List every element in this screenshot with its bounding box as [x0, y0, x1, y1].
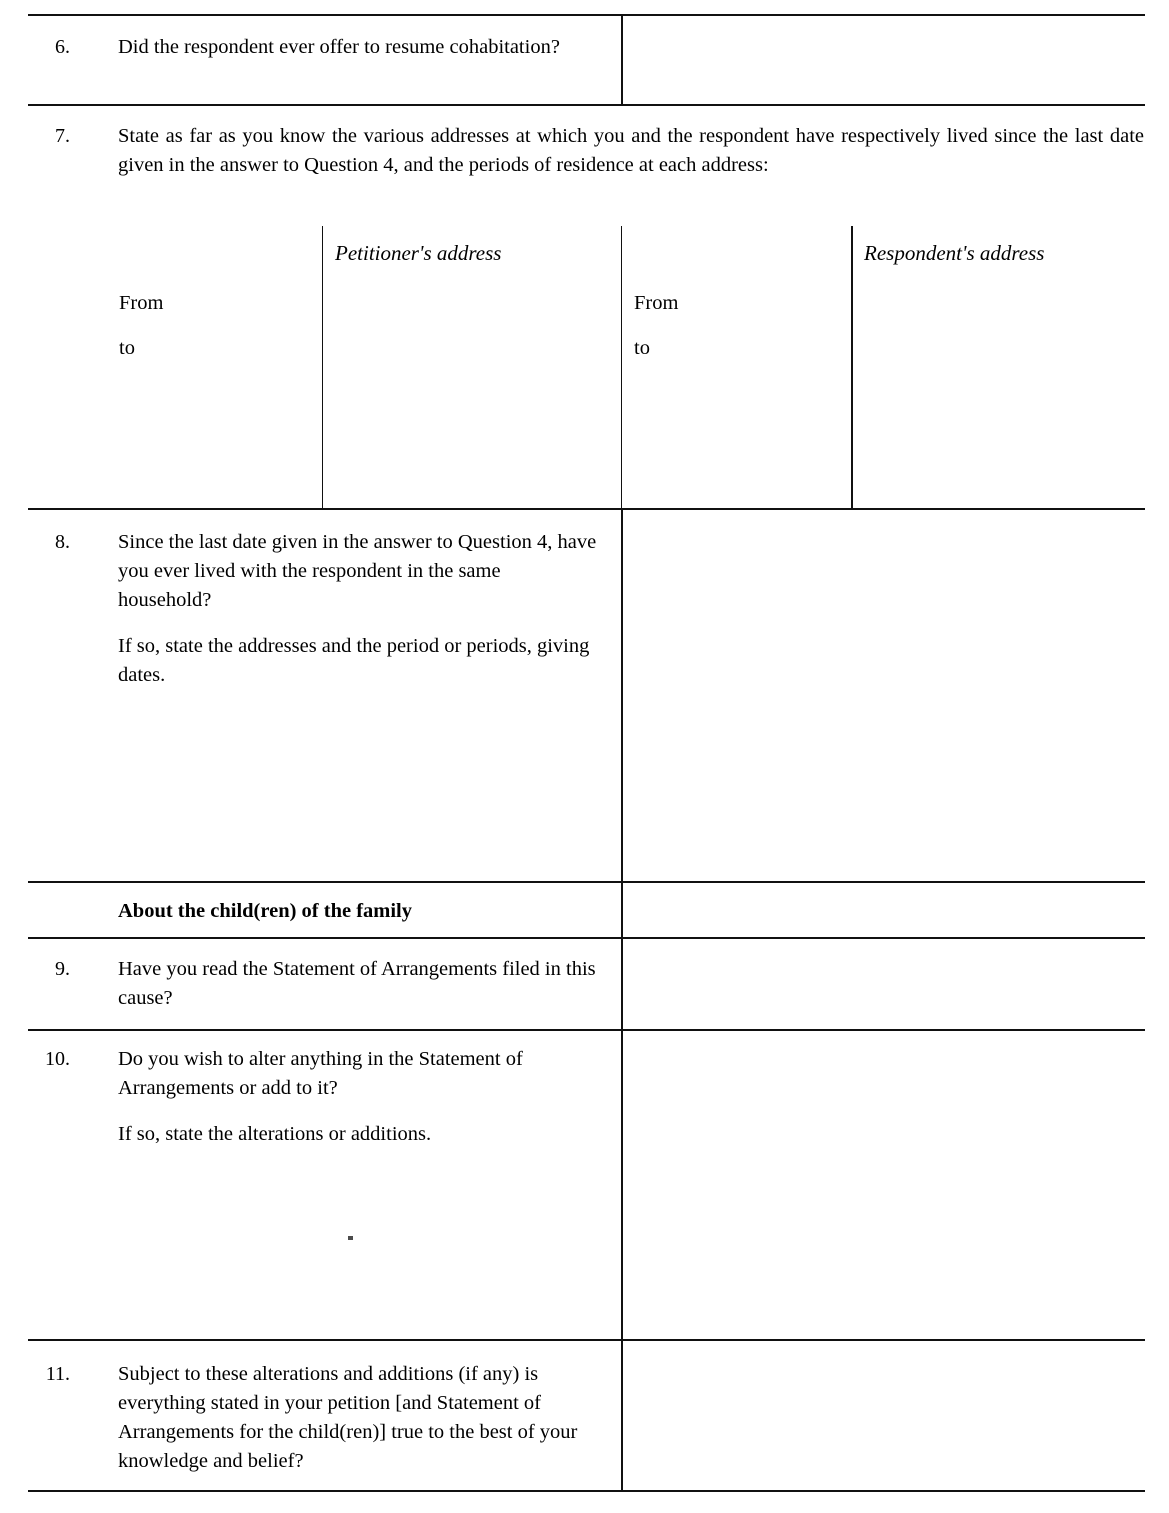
respondent-address-header: Respondent's address [864, 241, 1045, 265]
divider-q10 [621, 1030, 623, 1340]
divider-q6 [621, 15, 623, 105]
respondent-to-label: to [634, 337, 650, 359]
divider-section-heading [621, 882, 623, 938]
divider-q11 [621, 1340, 623, 1491]
question-number-6: 6. [55, 36, 70, 58]
question-7-line-1: State as far as you know the various addresses at which you and the respondent have respectively lived since the last date given in the answer to Question 4, and the periods of residence at each address: [118, 125, 1144, 176]
question-9-line-1: Have you read the Statement of Arrangements filed in this cause? [118, 958, 596, 1009]
respondent-period-field[interactable] [630, 280, 845, 502]
question-text-10 [118, 1045, 610, 1149]
question-10-line-1: Do you wish to alter anything in the Statement of Arrangements or add to it? [118, 1048, 523, 1099]
question-number-11: 11. [45, 1363, 70, 1385]
section-heading-children: About the child(ren) of the family [118, 900, 413, 922]
question-text-11 [118, 1360, 598, 1476]
rule-below-q10 [28, 1339, 1145, 1341]
answer-field-q11[interactable] [632, 1348, 1137, 1486]
rule-below-section-heading [28, 937, 1145, 939]
petitioner-address-field[interactable] [330, 232, 615, 502]
divider-respondent-address-column [851, 226, 853, 509]
question-text-7 [118, 122, 1144, 180]
question-number-9: 9. [55, 958, 70, 980]
respondent-address-field[interactable] [860, 232, 1140, 502]
question-11-line-1: Subject to these alterations and additions (if any) is everything stated in your petition [and Statement of Arrangements for the child(ren)] true to the best of your knowledge and belief? [118, 1363, 578, 1472]
rule-top [28, 14, 1145, 16]
petitioner-to-label: to [119, 337, 135, 359]
answer-field-q6[interactable] [632, 20, 1137, 98]
divider-q9 [621, 938, 623, 1030]
petitioner-from-label: From [119, 292, 164, 314]
respondent-from-label: From [634, 292, 679, 314]
divider-respondent-period-column [621, 226, 622, 509]
answer-field-q9[interactable] [632, 944, 1137, 1024]
question-text-9 [118, 955, 608, 1013]
petitioner-address-header: Petitioner's address [335, 241, 502, 265]
question-10-line-2: If so, state the alterations or additions. [118, 1123, 432, 1145]
question-number-7: 7. [55, 125, 70, 147]
rule-above-section-heading [28, 881, 1145, 883]
petitioner-period-field[interactable] [120, 280, 315, 502]
question-text-8 [118, 528, 598, 690]
question-8-line-2: If so, state the addresses and the period or periods, giving dates. [118, 635, 590, 686]
question-number-10: 10. [45, 1048, 70, 1070]
answer-field-q10[interactable] [632, 1036, 1137, 1334]
question-8-line-1: Since the last date given in the answer to Question 4, have you ever lived with the respondent in the same household? [118, 531, 597, 611]
rule-bottom [28, 1490, 1145, 1492]
rule-below-q9 [28, 1029, 1145, 1031]
rule-below-q7 [28, 508, 1145, 510]
question-number-8: 8. [55, 531, 70, 553]
scan-artifact-speck [348, 1236, 353, 1240]
question-text-6 [118, 33, 588, 62]
answer-field-q8[interactable] [632, 515, 1137, 875]
divider-q8 [621, 509, 623, 882]
divider-petitioner-address-column [322, 226, 323, 509]
rule-below-q6 [28, 104, 1145, 106]
question-6-line-1: Did the respondent ever offer to resume cohabitation? [118, 36, 560, 58]
